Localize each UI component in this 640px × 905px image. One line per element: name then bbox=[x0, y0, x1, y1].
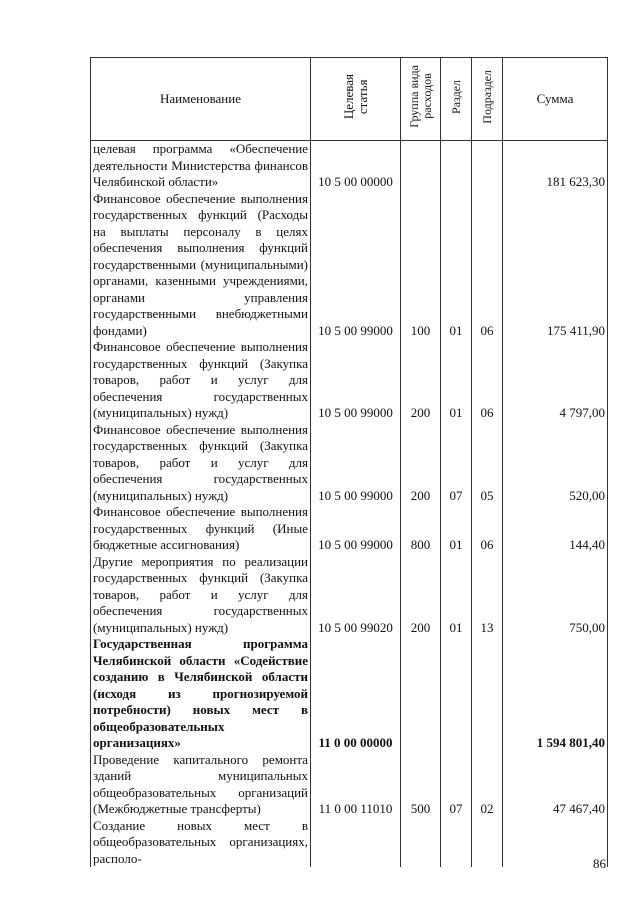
cell-target: 10 5 00 99000 bbox=[311, 504, 401, 554]
cell-group: 200 bbox=[401, 339, 441, 422]
cell-section: 01 bbox=[441, 339, 472, 422]
cell-sum: 47 467,40 bbox=[503, 752, 608, 818]
table-row bbox=[91, 422, 608, 505]
header-subsection: Подраздел bbox=[472, 58, 503, 141]
table-row bbox=[91, 636, 608, 752]
cell-target: 10 5 00 99000 bbox=[311, 191, 401, 340]
cell-name: Государственная программа Челябинской области «Содействие созданию в Челябинской области (исходя из прогнозируемой потребности) новых мест в общеобразовательных организациях» bbox=[91, 636, 311, 752]
header-group: Группа вида расходов bbox=[401, 58, 441, 141]
table-row bbox=[91, 339, 608, 422]
cell-section: 07 bbox=[441, 422, 472, 505]
cell-name: Финансовое обеспечение выполнения государственных функций (Закупка товаров, работ и услуг для обеспечения государственных (муниципальных) нужд) bbox=[91, 339, 311, 422]
cell-group: 500 bbox=[401, 752, 441, 818]
cell-sum: 4 797,00 bbox=[503, 339, 608, 422]
cell-group bbox=[401, 818, 441, 868]
cell-section: 07 bbox=[441, 752, 472, 818]
cell-name: Финансовое обеспечение выполнения государственных функций (Расходы на выплаты персоналу в целях обеспечения выполнения функций государственными (муниципальными) органами, казенными учреждениями, органами управления государственными внебюджетными фондами) bbox=[91, 191, 311, 340]
cell-name: Другие мероприятия по реализации государственных функций (Закупка товаров, работ и услуг для обеспечения государственных (муниципальных) нужд) bbox=[91, 554, 311, 637]
table-row bbox=[91, 191, 608, 340]
cell-target: 11 0 00 00000 bbox=[311, 636, 401, 752]
table-row bbox=[91, 141, 608, 191]
cell-target: 10 5 00 99020 bbox=[311, 554, 401, 637]
cell-subsection: 06 bbox=[472, 504, 503, 554]
cell-name: Создание новых мест в общеобразовательных организациях, располо- bbox=[91, 818, 311, 868]
cell-name: Финансовое обеспечение выполнения государственных функций (Иные бюджетные ассигнования) bbox=[91, 504, 311, 554]
cell-target: 10 5 00 00000 bbox=[311, 141, 401, 191]
header-target: Целевая статья bbox=[311, 58, 401, 141]
cell-group: 200 bbox=[401, 422, 441, 505]
cell-group: 200 bbox=[401, 554, 441, 637]
cell-name: Проведение капитального ремонта зданий муниципальных общеобразовательных организаций (Межбюджетные трансферты) bbox=[91, 752, 311, 818]
cell-sum: 520,00 bbox=[503, 422, 608, 505]
header-name: Наименование bbox=[91, 58, 311, 141]
cell-sum: 181 623,30 bbox=[503, 141, 608, 191]
cell-target bbox=[311, 818, 401, 868]
cell-subsection: 05 bbox=[472, 422, 503, 505]
cell-subsection: 06 bbox=[472, 191, 503, 340]
cell-subsection bbox=[472, 818, 503, 868]
header-section: Раздел bbox=[441, 58, 472, 141]
cell-section: 01 bbox=[441, 191, 472, 340]
cell-target: 11 0 00 11010 bbox=[311, 752, 401, 818]
cell-section bbox=[441, 636, 472, 752]
cell-sum: 1 594 801,40 bbox=[503, 636, 608, 752]
page-number: 86 bbox=[593, 856, 606, 871]
cell-sum bbox=[503, 818, 608, 868]
table-row bbox=[91, 554, 608, 637]
cell-name: целевая программа «Обеспечение деятельности Министерства финансов Челябинской области» bbox=[91, 141, 311, 191]
cell-group bbox=[401, 141, 441, 191]
cell-group: 800 bbox=[401, 504, 441, 554]
cell-subsection: 02 bbox=[472, 752, 503, 818]
cell-sum: 144,40 bbox=[503, 504, 608, 554]
budget-table bbox=[90, 57, 608, 867]
cell-subsection: 13 bbox=[472, 554, 503, 637]
cell-name: Финансовое обеспечение выполнения государственных функций (Закупка товаров, работ и услуг для обеспечения государственных (муниципальных) нужд) bbox=[91, 422, 311, 505]
cell-subsection bbox=[472, 141, 503, 191]
header-sum: Сумма bbox=[503, 58, 608, 141]
table-row bbox=[91, 752, 608, 818]
cell-section bbox=[441, 818, 472, 868]
table-row bbox=[91, 818, 608, 868]
cell-target: 10 5 00 99000 bbox=[311, 339, 401, 422]
table-row bbox=[91, 504, 608, 554]
cell-sum: 750,00 bbox=[503, 554, 608, 637]
cell-group: 100 bbox=[401, 191, 441, 340]
cell-subsection bbox=[472, 636, 503, 752]
cell-target: 10 5 00 99000 bbox=[311, 422, 401, 505]
cell-subsection: 06 bbox=[472, 339, 503, 422]
cell-sum: 175 411,90 bbox=[503, 191, 608, 340]
table-header-row bbox=[91, 58, 608, 141]
cell-section: 01 bbox=[441, 554, 472, 637]
cell-group bbox=[401, 636, 441, 752]
cell-section bbox=[441, 141, 472, 191]
cell-section: 01 bbox=[441, 504, 472, 554]
